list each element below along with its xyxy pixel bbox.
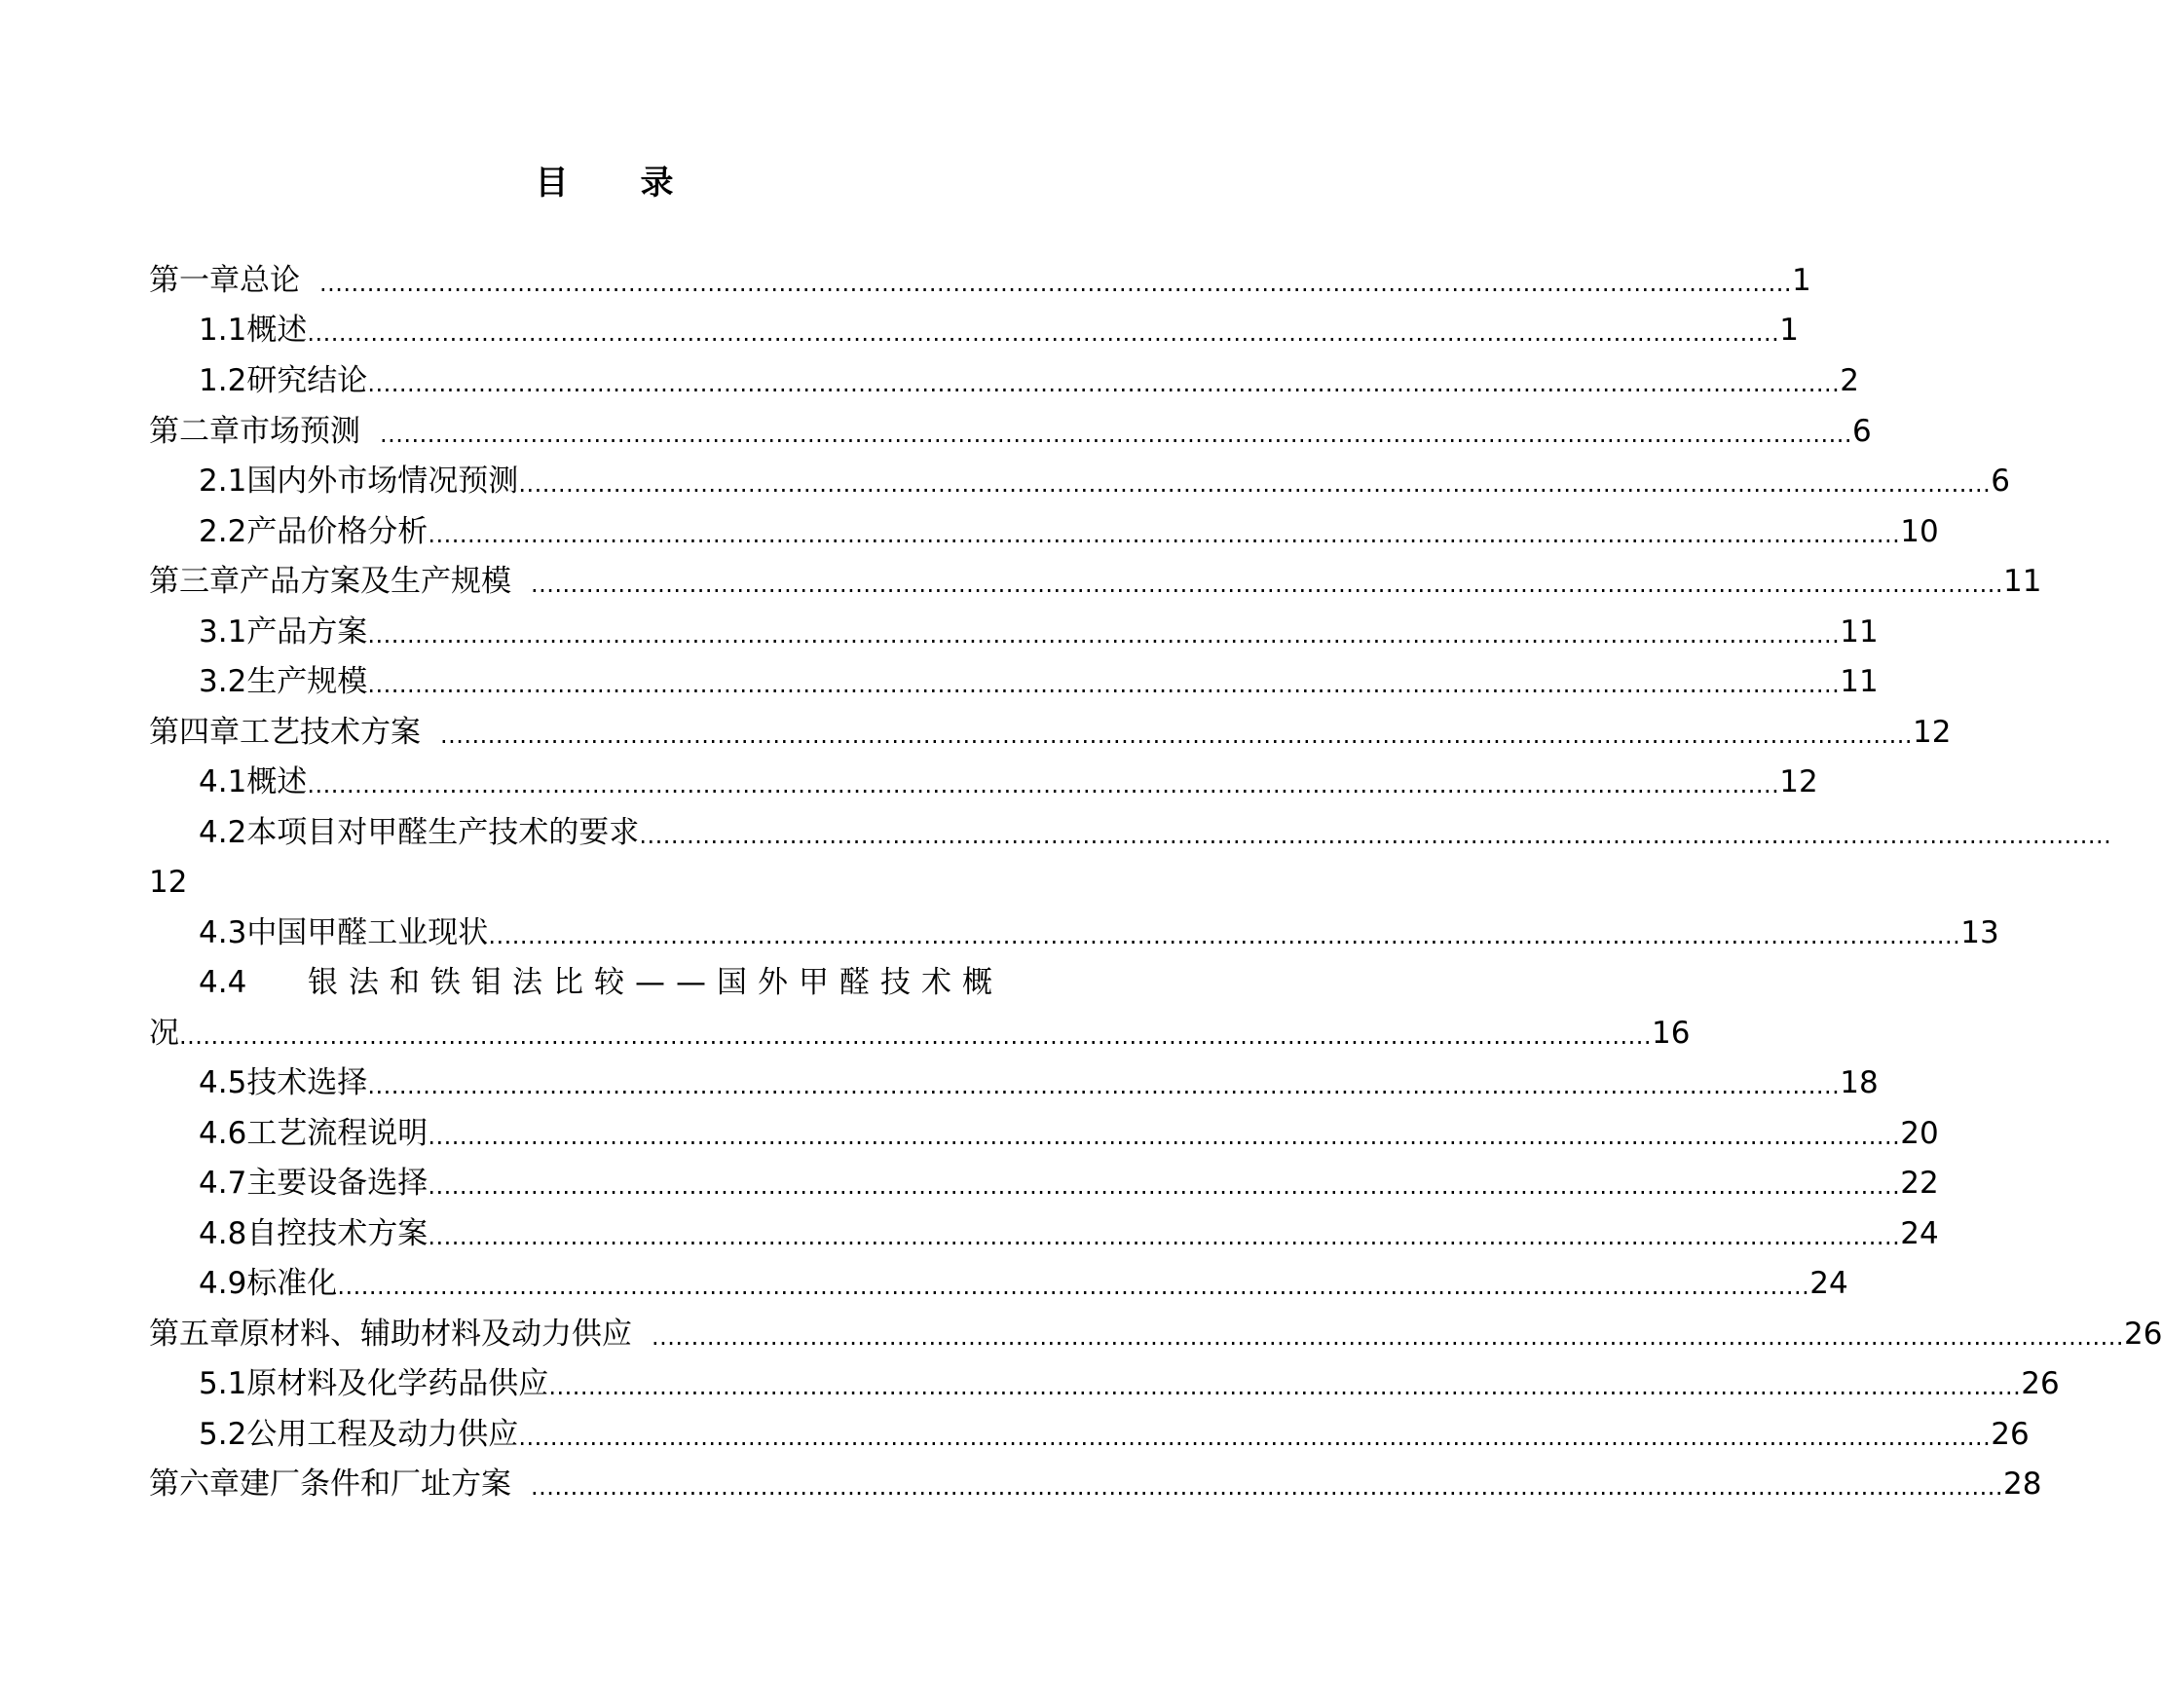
toc-leader-dots: ..........................................................................................................................................................................................	[440, 722, 1913, 749]
toc-entry-chapter-2[interactable]	[149, 407, 1872, 456]
toc-entry-title: 标准化	[246, 1266, 338, 1301]
toc-entry-title-continued: 况	[149, 1016, 179, 1051]
toc-entry-number: 4.8	[199, 1216, 247, 1251]
page-title-left: 目	[535, 164, 569, 203]
toc-leader-dots: ..........................................................................................................................................................................................	[428, 1123, 1901, 1150]
toc-entry-title: 本项目对甲醛生产技术的要求	[246, 815, 640, 850]
toc-entry-title: 产品价格分析	[246, 514, 429, 549]
toc-entry-number: 3.2	[199, 664, 247, 699]
toc-leader-dots: ..........................................................................................................................................................................................	[518, 470, 1992, 498]
toc-entry-number: 2.1	[199, 464, 247, 499]
toc-leader-dots: ..........................................................................................................................................................................................	[488, 922, 1961, 949]
toc-leader-dots: ..........................................................................................................................................................................................	[367, 621, 1841, 649]
toc-entry-5-1[interactable]	[199, 1359, 2060, 1408]
toc-leader-dots: ..........................................................................................................................................................................................	[639, 822, 2112, 849]
toc-entry-number: 2.2	[199, 514, 247, 549]
toc-entry-page: 26	[2123, 1317, 2162, 1352]
toc-entry-title: 银法和铁钼法比较——国外甲醛技术概	[308, 965, 1003, 1000]
toc-entry-chapter-6[interactable]	[149, 1460, 2042, 1508]
toc-entry-chapter-5[interactable]	[149, 1310, 2162, 1358]
toc-entry-title: 原材料及化学药品供应	[246, 1366, 549, 1401]
toc-entry-4-7[interactable]	[199, 1159, 1939, 1207]
toc-entry-number: 1.1	[199, 313, 247, 348]
page-title	[0, 156, 1209, 204]
toc-entry-title: 概述	[246, 313, 308, 348]
toc-entry-4-1[interactable]	[199, 758, 1818, 806]
toc-leader-dots: ..........................................................................................................................................................................................	[548, 1373, 2022, 1400]
toc-entry-title: 国内外市场情况预测	[246, 464, 519, 499]
toc-entry-page: 12	[1779, 764, 1818, 799]
toc-entry-page: 11	[1840, 614, 1879, 650]
toc-entry-title: 研究结论	[246, 363, 368, 398]
toc-entry-3-2[interactable]	[199, 657, 1879, 706]
toc-entry-page: 20	[1900, 1116, 1939, 1151]
toc-entry-number: 第三章	[149, 564, 240, 599]
toc-entry-title: 自控技术方案	[246, 1216, 429, 1251]
toc-leader-dots: ..........................................................................................................................................................................................	[428, 1223, 1901, 1250]
toc-entry-page: 11	[1840, 664, 1879, 699]
toc-entry-page: 2	[1840, 363, 1860, 398]
toc-entry-number: 3.1	[199, 614, 247, 650]
toc-entry-page: 26	[1991, 1417, 2030, 1452]
toc-leader-dots: ..........................................................................................................................................................................................	[380, 421, 1852, 448]
toc-entry-4-4-continued[interactable]	[149, 1009, 1691, 1058]
toc-entry-title: 产品方案及生产规模	[240, 564, 511, 599]
toc-entry-number: 4.5	[199, 1065, 247, 1100]
toc-entry-page: 6	[1991, 464, 2011, 499]
toc-entry-page: 1	[1779, 313, 1800, 348]
toc-leader-dots: ..........................................................................................................................................................................................	[367, 671, 1841, 698]
toc-leader-dots: ..........................................................................................................................................................................................	[367, 370, 1841, 397]
toc-entry-1-2[interactable]	[199, 356, 1860, 405]
toc-entry-title: 概述	[246, 764, 308, 799]
toc-entry-3-1[interactable]	[199, 608, 1879, 656]
toc-entry-page: 11	[2002, 564, 2042, 599]
toc-entry-4-5[interactable]	[199, 1058, 1879, 1107]
toc-leader-dots: ..........................................................................................................................................................................................	[428, 1172, 1901, 1200]
toc-entry-chapter-1[interactable]	[149, 256, 1811, 305]
toc-entry-title: 工艺流程说明	[246, 1116, 429, 1151]
toc-entry-page: 16	[1651, 1016, 1691, 1051]
toc-entry-page: 10	[1900, 514, 1939, 549]
toc-entry-number: 4.3	[199, 915, 247, 950]
toc-entry-1-1[interactable]	[199, 306, 1800, 354]
toc-leader-dots: ..........................................................................................................................................................................................	[518, 1424, 1992, 1451]
toc-leader-dots: ..........................................................................................................................................................................................	[319, 270, 1792, 297]
toc-leader-dots: ..........................................................................................................................................................................................	[179, 1022, 1652, 1050]
toc-leader-dots: ..........................................................................................................................................................................................	[307, 771, 1780, 798]
toc-entry-page: 13	[1960, 915, 1999, 950]
toc-entry-number: 4.6	[199, 1116, 247, 1151]
toc-entry-title: 工艺技术方案	[240, 715, 421, 750]
toc-entry-title: 中国甲醛工业现状	[246, 915, 489, 950]
toc-entry-title: 市场预测	[240, 414, 360, 449]
toc-leader-dots: ..........................................................................................................................................................................................	[531, 571, 2003, 598]
toc-entry-page: 28	[2002, 1467, 2042, 1502]
toc-entry-title: 建厂条件和厂址方案	[240, 1467, 511, 1502]
toc-entry-2-2[interactable]	[199, 507, 1939, 556]
toc-entry-title: 产品方案	[246, 614, 368, 650]
toc-entry-number: 4.4	[199, 965, 247, 1000]
toc-leader-dots: ..........................................................................................................................................................................................	[531, 1473, 2003, 1501]
toc-entry-page: 24	[1809, 1266, 1848, 1301]
toc-entry-number: 第五章	[149, 1317, 240, 1352]
toc-entry-title: 总论	[240, 263, 300, 298]
toc-entry-number: 1.2	[199, 363, 247, 398]
toc-entry-chapter-3[interactable]	[149, 557, 2042, 606]
toc-leader-dots: ..........................................................................................................................................................................................	[367, 1072, 1841, 1099]
toc-entry-4-3[interactable]	[199, 909, 1999, 957]
toc-entry-number: 4.7	[199, 1166, 247, 1201]
toc-entry-number: 4.2	[199, 815, 247, 850]
toc-entry-number: 第四章	[149, 715, 240, 750]
page-title-right: 录	[640, 164, 674, 203]
toc-entry-number: 第六章	[149, 1467, 240, 1502]
toc-entry-4-9[interactable]	[199, 1259, 1848, 1308]
toc-entry-number: 第一章	[149, 263, 240, 298]
toc-entry-page: 18	[1840, 1065, 1879, 1100]
toc-entry-chapter-4[interactable]	[149, 708, 1952, 757]
toc-entry-number: 5.1	[199, 1366, 247, 1401]
toc-entry-page: 12	[1912, 715, 1952, 750]
toc-entry-4-4[interactable]	[199, 958, 1095, 1007]
toc-leader-dots: ..........................................................................................................................................................................................	[307, 319, 1780, 347]
toc-leader-dots: ..........................................................................................................................................................................................	[652, 1323, 2124, 1351]
toc-entry-5-2[interactable]	[199, 1410, 2030, 1459]
toc-entry-title: 生产规模	[246, 664, 368, 699]
toc-entry-page: 6	[1851, 414, 1872, 449]
toc-entry-page: 26	[2021, 1366, 2060, 1401]
toc-entry-4-2[interactable]	[199, 808, 2112, 857]
toc-entry-4-6[interactable]	[199, 1109, 1939, 1158]
toc-entry-number: 5.2	[199, 1417, 247, 1452]
toc-entry-number: 第二章	[149, 414, 240, 449]
toc-entry-title: 技术选择	[246, 1065, 368, 1100]
toc-entry-page: 22	[1900, 1166, 1939, 1201]
toc-entry-2-1[interactable]	[199, 457, 2011, 505]
toc-entry-4-8[interactable]	[199, 1209, 1939, 1258]
toc-leader-dots: ..........................................................................................................................................................................................	[428, 521, 1901, 548]
toc-entry-number: 4.1	[199, 764, 247, 799]
toc-leader-dots: ..........................................................................................................................................................................................	[337, 1273, 1810, 1300]
toc-entry-title: 原材料、辅助材料及动力供应	[240, 1317, 632, 1352]
toc-entry-page: 1	[1791, 263, 1811, 298]
toc-entry-title: 公用工程及动力供应	[246, 1417, 519, 1452]
toc-entry-number: 4.9	[199, 1266, 247, 1301]
toc-entry-title: 主要设备选择	[246, 1166, 429, 1201]
toc-entry-page: 24	[1900, 1216, 1939, 1251]
toc-entry-page: 12	[149, 865, 188, 900]
